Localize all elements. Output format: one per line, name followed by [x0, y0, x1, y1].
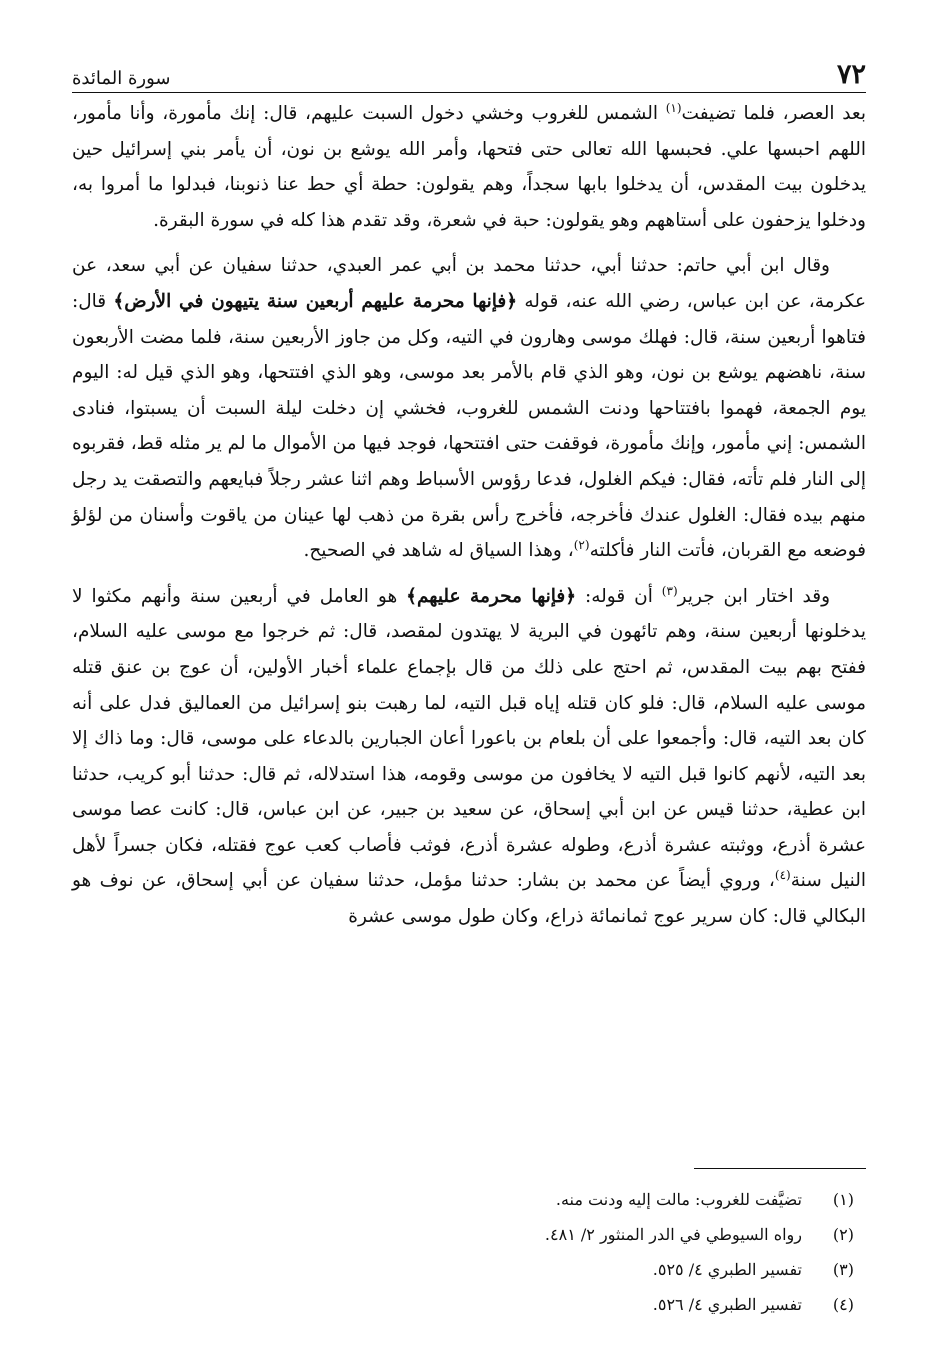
text-run: الشمس للغروب وخشي دخول السبت عليهم، قال: إنك مأمورة، وأنا مأمور، اللهم احبسها علي. فحبسها الله تعالى حتى فتحها، وأمر الله يوشع بن نون، أن يأمر بني إسرائيل حين يدخلون بيت المقدس، أن يدخلوا بابها سجداً، وهم يقولون: حطة أي حط عنا ذنوبنا، فبدلوا ما أمروا به، ودخلوا يزحفون على أستاههم وهو يقولون: حبة في شعرة، وقد تقدم هذا كله في سورة البقرة. [72, 103, 866, 231]
page-number: ٧٢ [836, 59, 866, 90]
footnote-marker: (٣) [661, 583, 678, 598]
text-run: بعد العصر، فلما تضيفت [681, 103, 866, 124]
page-header [72, 48, 866, 93]
paragraph [72, 579, 866, 935]
footnote-number: (٢) [832, 1225, 854, 1244]
footnote-text: تفسير الطبري ٤/ ٥٢٦. [652, 1295, 802, 1314]
footnote-number: (٣) [832, 1260, 854, 1279]
quran-quote: ﴿فإنها محرمة عليهم أربعين سنة يتيهون في الأرض﴾ [113, 290, 518, 312]
footnote [72, 1252, 854, 1287]
text-run: ، وروي أيضاً عن محمد بن بشار: حدثنا مؤمل، حدثنا سفيان عن أبي إسحاق، عن نوف هو البكالي قال: كان سرير عوج ثمانمائة ذراع، وكان طول موسى عشرة [72, 870, 866, 928]
text-run: وقد اختار ابن جرير [677, 585, 831, 607]
footnote-marker: (١) [665, 100, 682, 115]
footnote-marker: (٢) [573, 537, 590, 552]
footnote-divider [694, 1168, 866, 1169]
text-run: ، وهذا السياق له شاهد في الصحيح. [303, 540, 574, 562]
quran-quote: ﴿فإنها محرمة عليهم﴾ [406, 585, 577, 607]
footnote [72, 1182, 854, 1217]
footnote-text: تفسير الطبري ٤/ ٥٢٥. [652, 1260, 802, 1279]
footnote [72, 1217, 854, 1252]
main-text [72, 96, 866, 935]
text-run: هو العامل في أربعين سنة وأنهم مكثوا لا يدخلونها أربعين سنة، وهم تائهون في البرية لا يهتدون لمقصد، قال: ثم خرجوا مع موسى عليه السلام، ففتح بهم بيت المقدس، ثم احتج على ذلك من قال بإجماع علماء أخبار الأولين، أن عوج بن عنق قتله موسى عليه السلام، قال: فلو كان قتله إياه قبل التيه، لما رهبت بنو إسرائيل من العماليق فدل على أنه كان بعد التيه، قال: وأجمعوا على أن بلعام بن باعورا أعان الجبارين بالدعاء على موسى، قال: وما ذاك إلا بعد التيه، لأنهم كانوا قبل التيه لا يخافون من موسى وقومه، هذا استدلاله، ثم قال: حدثنا أبو كريب، حدثنا ابن عطية، حدثنا قيس عن ابن أبي إسحاق، عن سعيد بن جبير، عن ابن عباس، قال: كانت عصا موسى عشرة أذرع، ووثبته عشرة أذرع، وطوله عشرة أذرع، فوثب فأصاب كعب عوج فقتله، فكان جسراً لأهل النيل سنة [72, 585, 866, 892]
footnote-text: تضيَّفت للغروب: مالت إليه ودنت منه. [555, 1190, 802, 1209]
surah-title: سورة المائدة [72, 68, 171, 89]
footnote-text: رواه السيوطي في الدر المنثور ٢/ ٤٨١. [544, 1225, 802, 1244]
paragraph [72, 248, 866, 568]
text-run: وقال ابن أبي حاتم: حدثنا أبي، حدثنا محمد بن أبي عمر العبدي، حدثنا سفيان عن أبي سعد، عن عكرمة، عن ابن عباس، رضي الله عنه، قوله [72, 255, 866, 312]
footnote-number: (١) [832, 1190, 854, 1209]
text-run: قال: فتاهوا أربعين سنة، قال: فهلك موسى وهارون في التيه، وكل من جاوز الأربعين سنة، فلما مضت الأربعون سنة، ناهضهم يوشع بن نون، وهو الذي قام بالأمر بعد موسى، وهو الذي افتتحها، وهو الذي قيل له: اليوم يوم الجمعة، فهموا بافتتاحها ودنت الشمس للغروب، فخشي إن دخلت ليلة السبت أن يسبتوا، فنادى الشمس: إني مأمور، وإنك مأمورة، فوقفت حتى افتتحها، فوجد فيها من الأموال ما لم ير مثله قط، فقربوه إلى النار فلم تأته، فقال: فيكم الغلول، فدعا رؤوس الأسباط وهم اثنا عشر رجلاً فبايعهم والتصقت يد رجل منهم بيده فقال: الغلول عندك فأخرجه، فأخرج رأس بقرة من ذهب لها عينان من ياقوت وأسنان من لؤلؤ فوضعه مع القربان، فأتت النار فأكلته [72, 290, 866, 562]
footnotes [72, 1182, 854, 1322]
footnote-number: (٤) [832, 1295, 854, 1314]
footnote [72, 1287, 854, 1322]
text-run: أن قوله: [576, 585, 662, 607]
footnote-marker: (٤) [774, 868, 791, 883]
paragraph [72, 96, 866, 238]
